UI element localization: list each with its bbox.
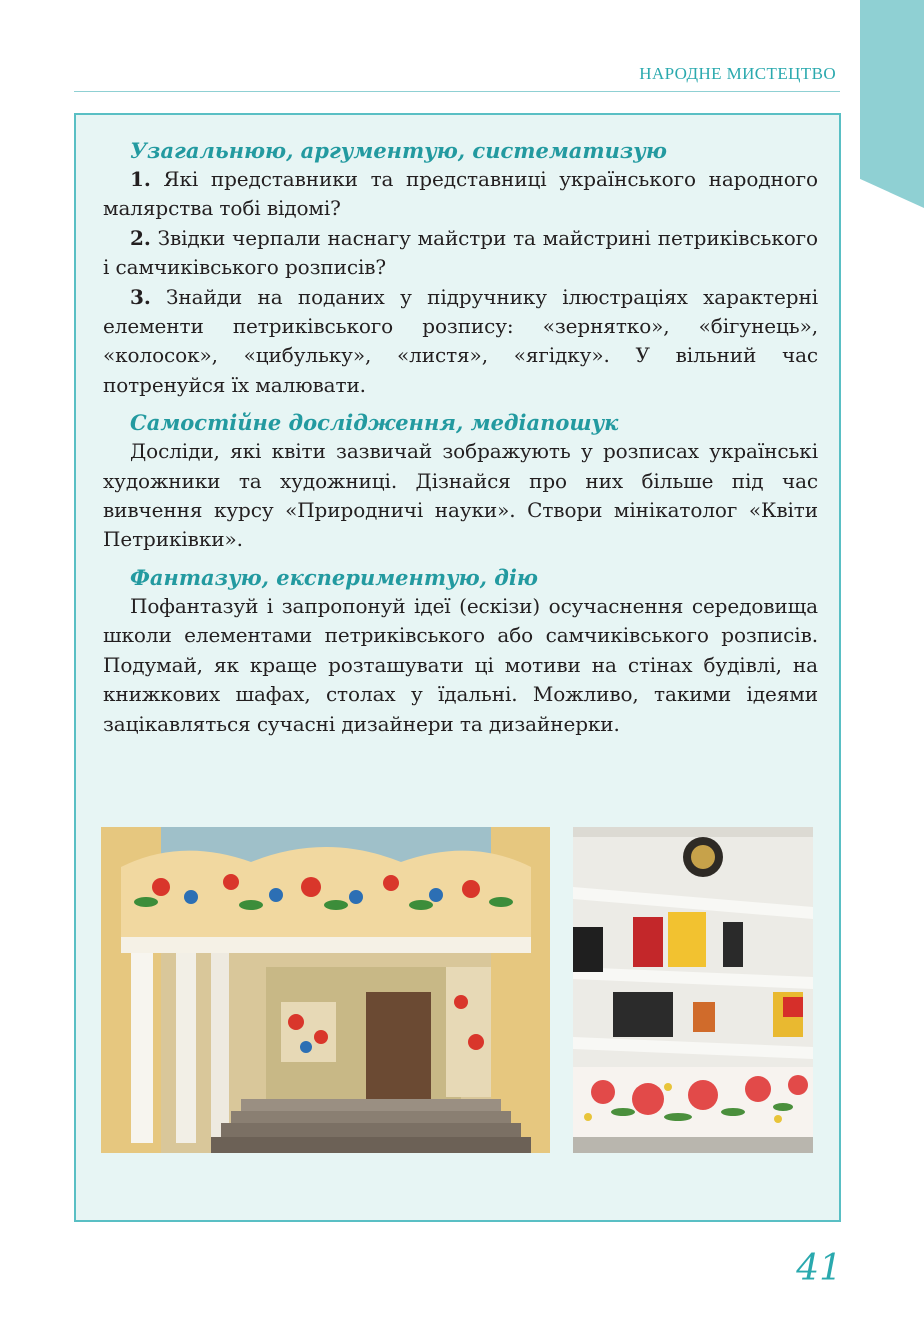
question-3-number: 3.: [130, 284, 151, 309]
question-3: [103, 283, 818, 401]
corner-tab: [860, 0, 924, 208]
question-1-text: Які представники та представниці українського народного малярства тобі відомі?: [103, 167, 818, 221]
question-2-number: 2.: [130, 225, 151, 250]
section-heading-generalize: Узагальнюю, аргументую, систематизую: [130, 138, 667, 163]
page-number: 41: [796, 1248, 842, 1289]
section-heading-fantasy: Фантазую, експериментую, дію: [130, 564, 538, 590]
question-2-text: Звідки черпали наснагу майстри та майстрині петриківського і самчиківського розписів?: [103, 225, 818, 280]
question-2: [103, 224, 818, 283]
research-text: Досліди, які квіти зазвичай зображують у розписах українські художники та художниці. Дізнайся про них більше під час вивчення курсу «Природничі науки». Створи мінікатолог «Квіти Петриківки».: [103, 439, 818, 552]
header-rule: [74, 91, 840, 92]
fantasy-text: Пофантазуй і запропонуй ідеї (ескізи) осучаснення середовища школи елементами петриківського або самчиківського розписів. Подумай, як краще розташувати ці мотиви на стінах будівлі, на книжкових шафах, столах у їдальні. Можливо, такими ідеями зацікавляться сучасні дизайнери та дизайнерки.: [103, 593, 818, 736]
task-box-content: [103, 137, 818, 739]
task-box: [74, 113, 841, 1222]
question-3-text: Знайди на поданих у підручнику ілюстраціях характерні елементи петриківського розпису: «зернятко», «бігунець», «колосок», «цибульку», «листя», «ягідку». У вільний час потренуйся їх малювати.: [103, 284, 818, 397]
question-1-number: 1.: [130, 167, 151, 191]
school-entrance-photo: [101, 827, 550, 1153]
section-heading-research: Самостійне дослідження, медіапошук: [130, 410, 619, 436]
question-1: [103, 165, 818, 224]
painted-shelves-photo: [573, 827, 813, 1153]
running-title: НАРОДНЕ МИСТЕЦТВО: [639, 64, 836, 83]
